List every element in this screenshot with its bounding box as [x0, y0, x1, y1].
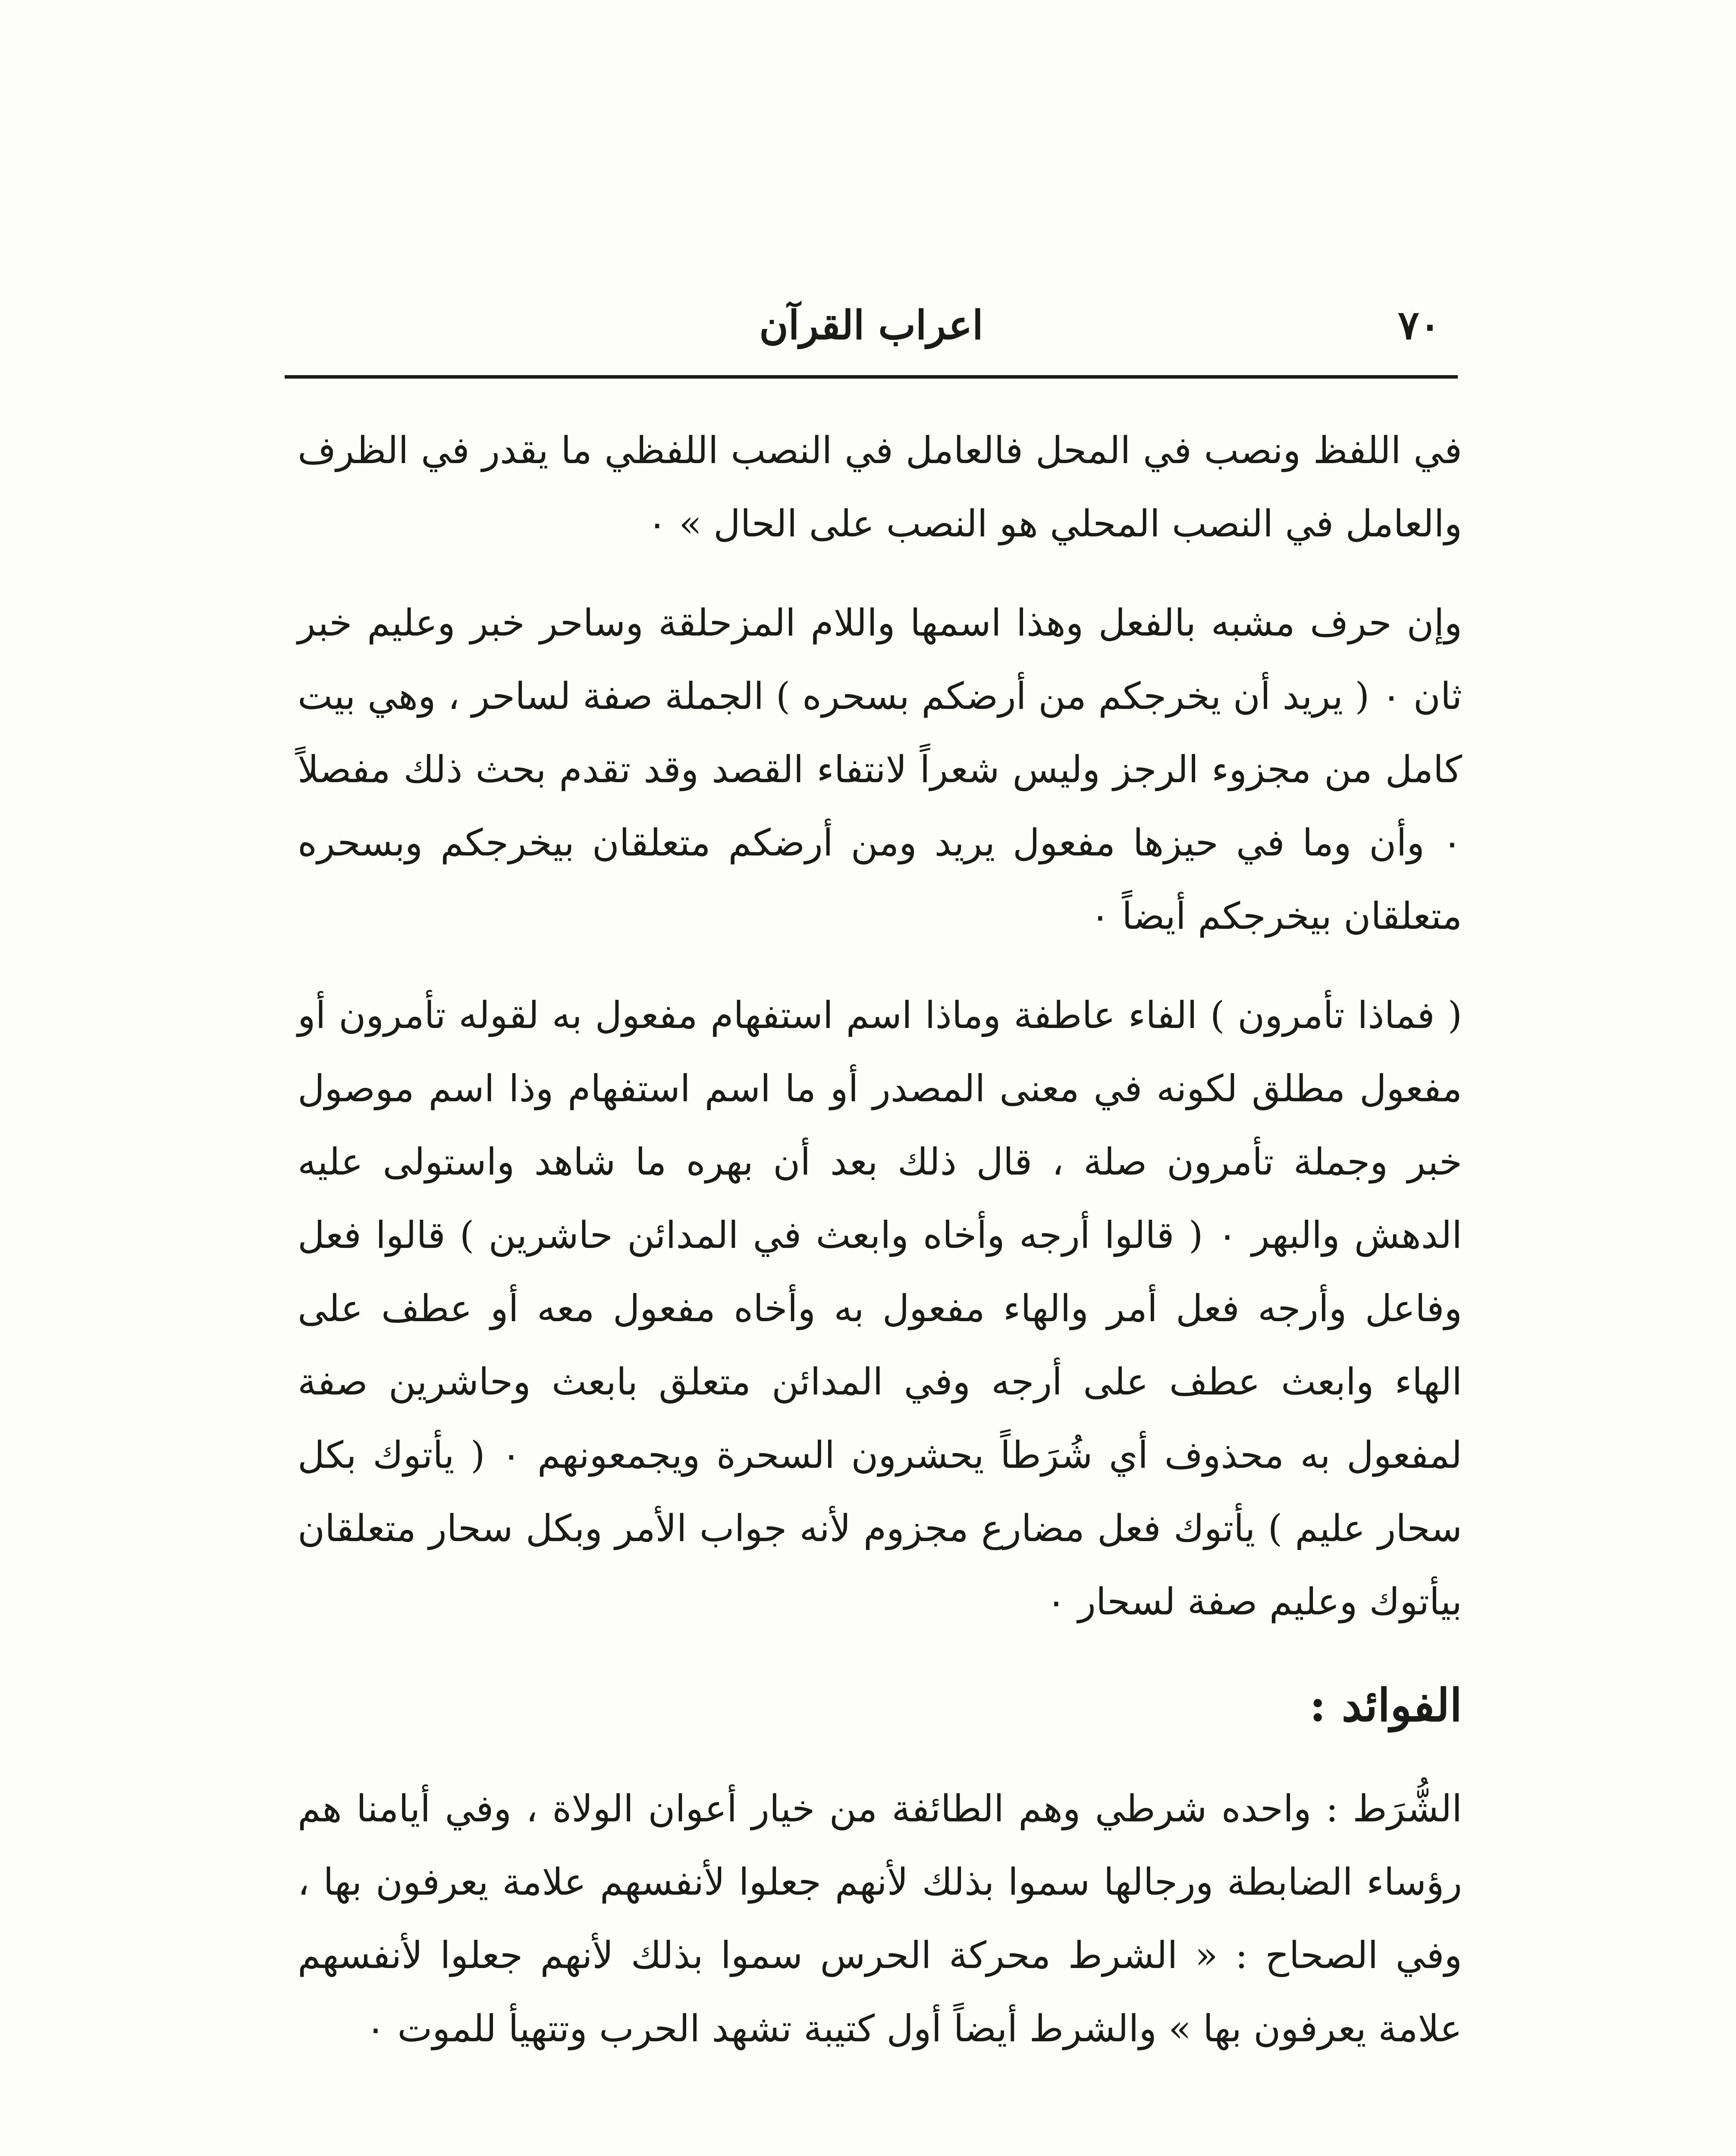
- page-header: [285, 298, 1458, 358]
- body-text: [298, 414, 1462, 2091]
- paragraph-1: في اللفظ ونصب في المحل فالعامل في النصب اللفظي ما يقدر في الظرف والعامل في النصب المحلي هو النصب على الحال » ٠: [298, 429, 1462, 545]
- section-heading-benefits: الفوائد :: [1309, 1679, 1462, 1732]
- paragraph-4: الشُّرَط : واحده شرطي وهم الطائفة من خيار أعوان الولاة ، وفي أيامنا هم رؤساء الضابطة ورجالها سموا بذلك لأنهم جعلوا لأنفسهم علامة يعرفون بها ، وفي الصحاح : « الشرط محركة الحرس سموا بذلك لأنهم جعلوا لأنفسهم علامة يعرفون بها » والشرط أيضاً أول كتيبة تشهد الحرب وتتهيأ للموت ٠: [298, 1787, 1462, 2050]
- running-title: اعراب القرآن: [759, 302, 983, 348]
- page-number: ٧٠: [1398, 302, 1441, 348]
- paragraph-3: ( فماذا تأمرون ) الفاء عاطفة وماذا اسم استفهام مفعول به لقوله تأمرون أو مفعول مطلق لكونه في معنى المصدر أو ما اسم استفهام وذا اسم موصول خبر وجملة تأمرون صلة ، قال ذلك بعد أن بهره ما شاهد واستولى عليه الدهش والبهر ٠ ( قالوا أرجه وأخاه وابعث في المدائن حاشرين ) قالوا فعل وفاعل وأرجه فعل أمر والهاء مفعول به وأخاه مفعول معه أو عطف على الهاء وابعث عطف على أرجه وفي المدائن متعلق بابعث وحاشرين صفة لمفعول به محذوف أي شُرَطاً يحشرون السحرة ويجمعونهم ٠ ( يأتوك بكل سحار عليم ) يأتوك فعل مضارع مجزوم لأنه جواب الأمر وبكل سحار متعلقان بيأتوك وعليم صفة لسحار ٠: [298, 994, 1462, 1623]
- paragraph-2: وإن حرف مشبه بالفعل وهذا اسمها واللام المزحلقة وساحر خبر وعليم خبر ثان ٠ ( يريد أن يخرجكم من أرضكم بسحره ) الجملة صفة لساحر ، وهي بيت كامل من مجزوء الرجز وليس شعراً لانتفاء القصد وقد تقدم بحث ذلك مفصلاً ٠ وأن وما في حيزها مفعول يريد ومن أرضكم متعلقان بيخرجكم وبسحره متعلقان بيخرجكم أيضاً ٠: [298, 602, 1462, 938]
- header-divider: [285, 375, 1458, 379]
